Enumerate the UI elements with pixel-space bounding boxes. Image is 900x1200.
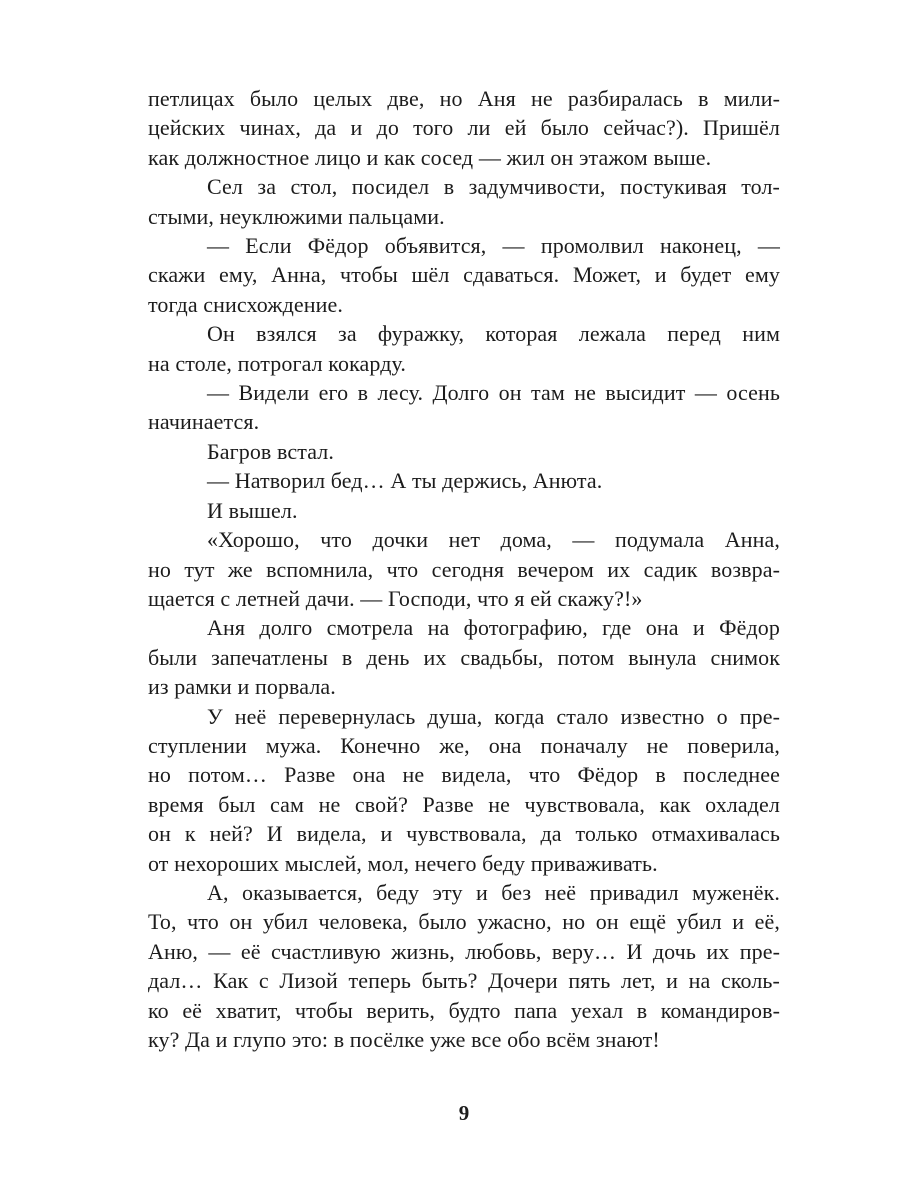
paragraph <box>148 525 780 613</box>
paragraph <box>148 378 780 437</box>
text-line: А, оказывается, беду эту и без неё привадил муженёк. <box>207 879 780 905</box>
text-line: ко её хватит, чтобы верить, будто папа уехал в командиров- <box>148 997 780 1023</box>
text-line: дал… Как с Лизой теперь быть? Дочери пять лет, и на сколь- <box>148 968 780 994</box>
text-line: тогда снисхождение. <box>148 291 343 317</box>
text-line: время был сам не свой? Разве не чувствовала, как охладел <box>148 791 780 817</box>
text-line: Аню, — её счастливую жизнь, любовь, веру… И дочь их пре- <box>148 938 780 964</box>
text-line: на столе, потрогал кокарду. <box>148 350 406 376</box>
paragraph <box>148 613 780 701</box>
text-line: — Натворил бед… А ты держись, Анюта. <box>207 468 603 494</box>
text-line: но потом… Разве она не видела, что Фёдор в последнее <box>148 762 780 788</box>
text-line: от нехороших мыслей, мол, нечего беду приваживать. <box>148 850 658 876</box>
text-line: Аня долго смотрела на фотографию, где она и Фёдор <box>207 615 780 641</box>
text-line: ступлении мужа. Конечно же, она поначалу не поверила, <box>148 732 780 758</box>
text-line: стыми, неуклюжими пальцами. <box>148 203 445 229</box>
text-line: «Хорошо, что дочки нет дома, — подумала Анна, <box>207 527 780 553</box>
paragraph <box>148 878 780 1054</box>
text-line: скажи ему, Анна, чтобы шёл сдаваться. Может, и будет ему <box>148 262 780 288</box>
text-line: Сел за стол, посидел в задумчивости, постукивая тол- <box>207 174 780 200</box>
text-line: У неё перевернулась душа, когда стало известно о пре- <box>207 703 780 729</box>
text-line: щается с летней дачи. — Господи, что я ей скажу?!» <box>148 585 643 611</box>
paragraph <box>148 84 780 172</box>
text-line: были запечатлены в день их свадьбы, потом вынула снимок <box>148 644 780 670</box>
text-line: Он взялся за фуражку, которая лежала перед ним <box>207 321 780 347</box>
text-line: — Видели его в лесу. Долго он там не высидит — осень <box>207 380 780 406</box>
text-line: начинается. <box>148 409 260 435</box>
paragraph <box>148 172 780 231</box>
text-line: он к ней? И видела, и чувствовала, да только отмахивалась <box>148 821 780 847</box>
text-line: Багров встал. <box>207 438 334 464</box>
paragraph <box>148 437 780 466</box>
text-line: цейских чинах, да и до того ли ей было сейчас?). Пришёл <box>148 115 780 141</box>
paragraph <box>148 466 780 495</box>
text-line: — Если Фёдор объявится, — промолвил наконец, — <box>207 233 780 259</box>
text-line: И вышел. <box>207 497 298 523</box>
text-line: из рамки и порвала. <box>148 674 336 700</box>
paragraph <box>148 319 780 378</box>
page-number: 9 <box>458 1101 470 1125</box>
paragraph <box>148 231 780 319</box>
text-line: как должностное лицо и как сосед — жил он этажом выше. <box>148 144 712 170</box>
paragraph <box>148 496 780 525</box>
text-line: То, что он убил человека, было ужасно, но он ещё убил и её, <box>148 909 780 935</box>
text-line: ку? Да и глупо это: в посёлке уже все обо всём знают! <box>148 1027 660 1052</box>
paragraph <box>148 702 780 878</box>
page-text <box>148 84 780 1054</box>
text-line: но тут же вспомнила, что сегодня вечером их садик возвра- <box>148 556 780 582</box>
text-line: петлицах было целых две, но Аня не разбиралась в мили- <box>148 86 780 111</box>
